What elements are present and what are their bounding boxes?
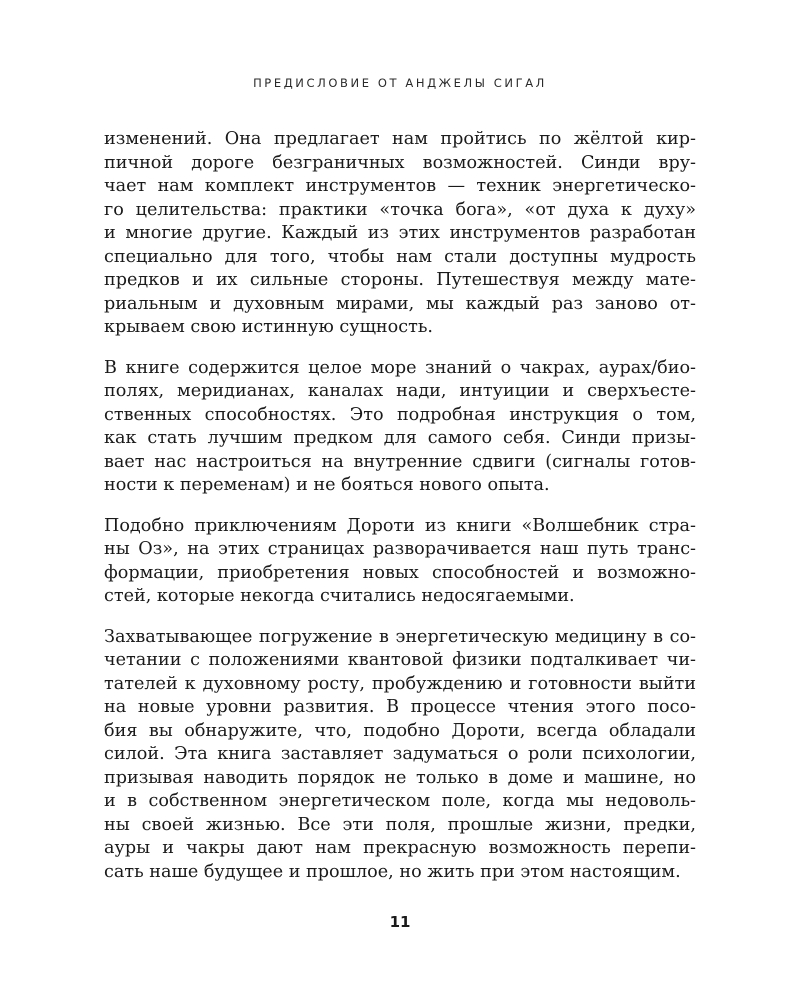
text-line: и многие другие. Каждый из этих инструментов разработан: [104, 223, 696, 243]
text-line: призывая наводить порядок не только в доме и машине, но: [104, 767, 696, 788]
paragraph: [104, 128, 696, 340]
text-line: формации, приобретения новых способностей и возможно-: [104, 562, 696, 583]
text-line: пичной дороге безграничных возможностей. Синди вру-: [104, 152, 696, 173]
text-line: стей, которые некогда считались недосягаемыми.: [104, 586, 575, 606]
text-line: полях, меридианах, каналах нади, интуиции и сверхъесте-: [104, 381, 696, 401]
text-line: как стать лучшим предком для самого себя. Синди призы-: [104, 428, 696, 448]
paragraph: [104, 626, 696, 885]
text-line: го целительства: практики «точка бога», «от духа к духу»: [104, 199, 696, 220]
page-number: 11: [389, 913, 411, 931]
text-line: ны Оз», на этих страницах разворачивается наш путь транс-: [104, 539, 696, 559]
text-line: бия вы обнаружите, что, подобно Дороти, всегда обладали: [104, 720, 696, 741]
paragraph: [104, 515, 696, 609]
text-line: предков и их сильные стороны. Путешествуя между мате-: [104, 270, 696, 290]
text-line: и в собственном энергетическом поле, когда мы недоволь-: [104, 791, 696, 811]
text-line: ны своей жизнью. Все эти поля, прошлые жизни, предки,: [104, 814, 696, 835]
text-line: чает нам комплект инструментов — техник энергетическо-: [104, 176, 696, 196]
text-line: тателей к духовному росту, пробуждению и готовности выйти: [104, 673, 696, 694]
text-line: Захватывающее погружение в энергетическую медицину в со-: [104, 626, 696, 647]
paragraph: [104, 357, 696, 498]
text-line: на новые уровни развития. В процессе чтения этого посо-: [104, 697, 696, 717]
text-line: специально для того, чтобы нам стали доступны мудрость: [104, 246, 696, 267]
text-line: В книге содержится целое море знаний о чакрах, аурах/био-: [104, 357, 696, 378]
text-line: сать наше будущее и прошлое, но жить при этом настоящим.: [104, 861, 681, 882]
text-line: ственных способностях. Это подробная инструкция о том,: [104, 404, 696, 425]
text-line: силой. Эта книга заставляет задуматься о роли психологии,: [104, 744, 696, 764]
body-text: [104, 128, 696, 901]
text-line: риальным и духовным мирами, мы каждый раз заново от-: [104, 293, 696, 314]
text-line: ауры и чакры дают нам прекрасную возможность перепи-: [104, 838, 696, 858]
text-line: вает нас настроиться на внутренние сдвиги (сигналы готов-: [104, 451, 696, 472]
text-line: изменений. Она предлагает нам пройтись по жёлтой кир-: [104, 129, 696, 149]
text-line: четании с положениями квантовой физики подталкивает чи-: [104, 650, 696, 670]
text-line: крываем свою истинную сущность.: [104, 317, 433, 337]
text-line: Подобно приключениям Дороти из книги «Волшебник стра-: [104, 515, 696, 536]
text-line: ности к переменам) и не бояться нового опыта.: [104, 475, 550, 495]
running-head: ПРЕДИСЛОВИЕ ОТ АНДЖЕЛЫ СИГАЛ: [253, 76, 547, 90]
